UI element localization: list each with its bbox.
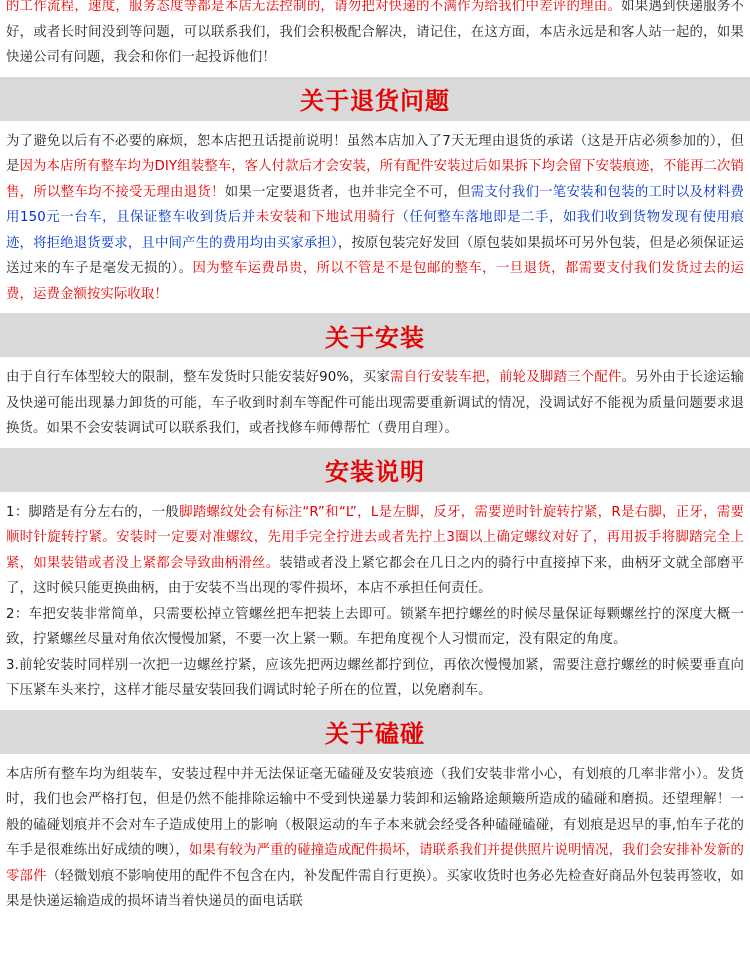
intro-text-red: 的工作流程，速度，服务态度等都是本店无法控制的，请勿把对快递的不满作为给我们中差评的理由。 bbox=[6, 0, 622, 14]
pedals-text-3: 装错或者没上紧它都会在几日之内的骑行中直接掉下来，曲柄牙文就全部磨平了，这时候只能更换曲柄，由于安装不当出现的零件损坏，本店不承担任何责任。 bbox=[6, 555, 744, 596]
returns-text-3: 如果一定要退货者，也并非完全不可，但 bbox=[224, 184, 471, 200]
section-title-scratches: 关于磕碰 bbox=[325, 720, 425, 748]
instruction-front-wheel bbox=[0, 653, 750, 704]
returns-paragraph bbox=[0, 129, 750, 308]
section-title-installation: 关于安装 bbox=[325, 323, 425, 352]
instruction-handlebar bbox=[0, 602, 750, 653]
returns-text-4: 需支付我们一笔安装和包装的工时以及材料费用150元一台车，且保证整车收到货后并 bbox=[6, 184, 744, 225]
scratches-text-3: （轻微划痕不影响使用的配件不包含在内，补发配件需自行更换）。买家收货时也务必先检查好商品外包装再签收，如果是快递运输造成的损坏请当着快递员的面电话联 bbox=[6, 868, 744, 909]
handlebar-text: 2：车把安装非常简单，只需要松掉立管螺丝把车把装上去即可。锁紧车把拧螺丝的时候尽量保证每颗螺丝拧的深度大概一致，拧紧螺丝尽量对角依次慢慢加紧，不要一次上紧一颗。车把角度视个人习惯而定，没有限定的角度。 bbox=[6, 606, 744, 647]
installation-paragraph bbox=[0, 365, 750, 442]
section-header-install-instructions bbox=[0, 448, 750, 492]
returns-text-7: ，按原包装完好发回（原包装如果损坏可另外包装，但是必须保证运送过来的车子是毫发无损的）。 bbox=[6, 235, 744, 276]
returns-text-1: 为了避免以后有不必要的麻烦，恕本店把丑话提前说明！虽然本店加入了7天无理由退货的承诺（这是开店必须参加的），但是 bbox=[6, 133, 744, 174]
installation-text-2: 需自行安装车把，前轮及脚踏三个配件 bbox=[390, 370, 622, 385]
returns-text-6: （任何整车落地即是二手，如我们收到货物发现有使用痕迹，将拒绝退货要求，且中间产生的费用均由买家承担） bbox=[6, 210, 744, 251]
instruction-pedals bbox=[0, 500, 750, 602]
returns-text-2: 因为本店所有整车均为DIY组装整车，客人付款后才会安装，所有配件安装过后如果拆下均会留下安装痕迹，不能再二次销售，所以整车均不接受无理由退货！ bbox=[6, 159, 744, 200]
intro-text: 如果遇到快递服务不好，或者长时间没到等问题，可以联系我们，我们会积极配合解决，请记住，在这方面，本店永远是和客人站一起的，如果快递公司有问题，我会和你们一起投诉他们！ bbox=[6, 0, 744, 65]
returns-text-8: 因为整车运费昂贵，所以不管是不是包邮的整车，一旦退货，都需要支付我们发货过去的运费，运费金额按实际收取！ bbox=[6, 261, 744, 302]
pedals-text-2: 脚踏螺纹处会有标注“R”和“L”，L是左脚，反牙，需要逆时针旋转拧紧，R是右脚，正牙，需要顺时针旋转拧紧。安装时一定要对准螺纹，先用手完全拧进去或者先拧上3圈以上确定螺纹对好了，再用扳手将脚踏完全上紧，如果装错或者没上紧都会导致曲柄滑丝。 bbox=[6, 504, 744, 571]
scratches-text-2: 如果有较为严重的碰撞造成配件损坏，请联系我们并提供照片说明情况，我们会安排补发新的零部件 bbox=[6, 843, 744, 884]
installation-text-3: 。另外由于长途运输及快递可能出现暴力卸货的可能，车子收到时刹车等配件可能出现需要重新调试的情况，没调试好不能视为质量问题要求退换货。如果不会安装调试可以联系我们，或者找修车师傅帮忙（费用自理）。 bbox=[6, 370, 744, 436]
scratches-paragraph bbox=[0, 762, 750, 915]
scratches-text-1: 本店所有整车均为组装车，安装过程中并无法保证毫无磕碰及安装痕迹（我们安装非常小心，有划痕的几率非常小）。发货时，我们也会严格打包，但是仍然不能排除运输中不受到快递暴力装卸和运输路途颠簸所造成的磕碰和磨损。还望理解！一般的磕碰划痕并不会对车子造成使用上的影响（极限运动的车子本来就会经受各种磕碰磕碰，有划痕是迟早的事,怕车子花的车手是很难练出好成绩的噢）， bbox=[6, 766, 744, 858]
section-header-returns bbox=[0, 77, 750, 121]
section-header-installation bbox=[0, 313, 750, 357]
pedals-text-1: 1：脚踏是有分左右的，一般 bbox=[6, 504, 180, 520]
front-wheel-text: 3.前轮安装时同样别一次把一边螺丝拧紧，应该先把两边螺丝都拧到位，再依次慢慢加紧，需要注意拧螺丝的时候要垂直向下压紧车头来拧，这样才能尽量安装回我们调试时轮子所在的位置，以免磨刹车。 bbox=[6, 657, 744, 698]
section-title-install-instructions: 安装说明 bbox=[325, 458, 425, 486]
section-header-scratches bbox=[0, 710, 750, 754]
returns-text-5: 未安装和下地试用骑行 bbox=[255, 210, 396, 225]
intro-paragraph bbox=[0, 0, 750, 71]
section-title-returns: 关于退货问题 bbox=[300, 87, 450, 115]
installation-text-1: 由于自行车体型较大的限制，整车发货时只能安装好90%，买家 bbox=[6, 370, 391, 385]
